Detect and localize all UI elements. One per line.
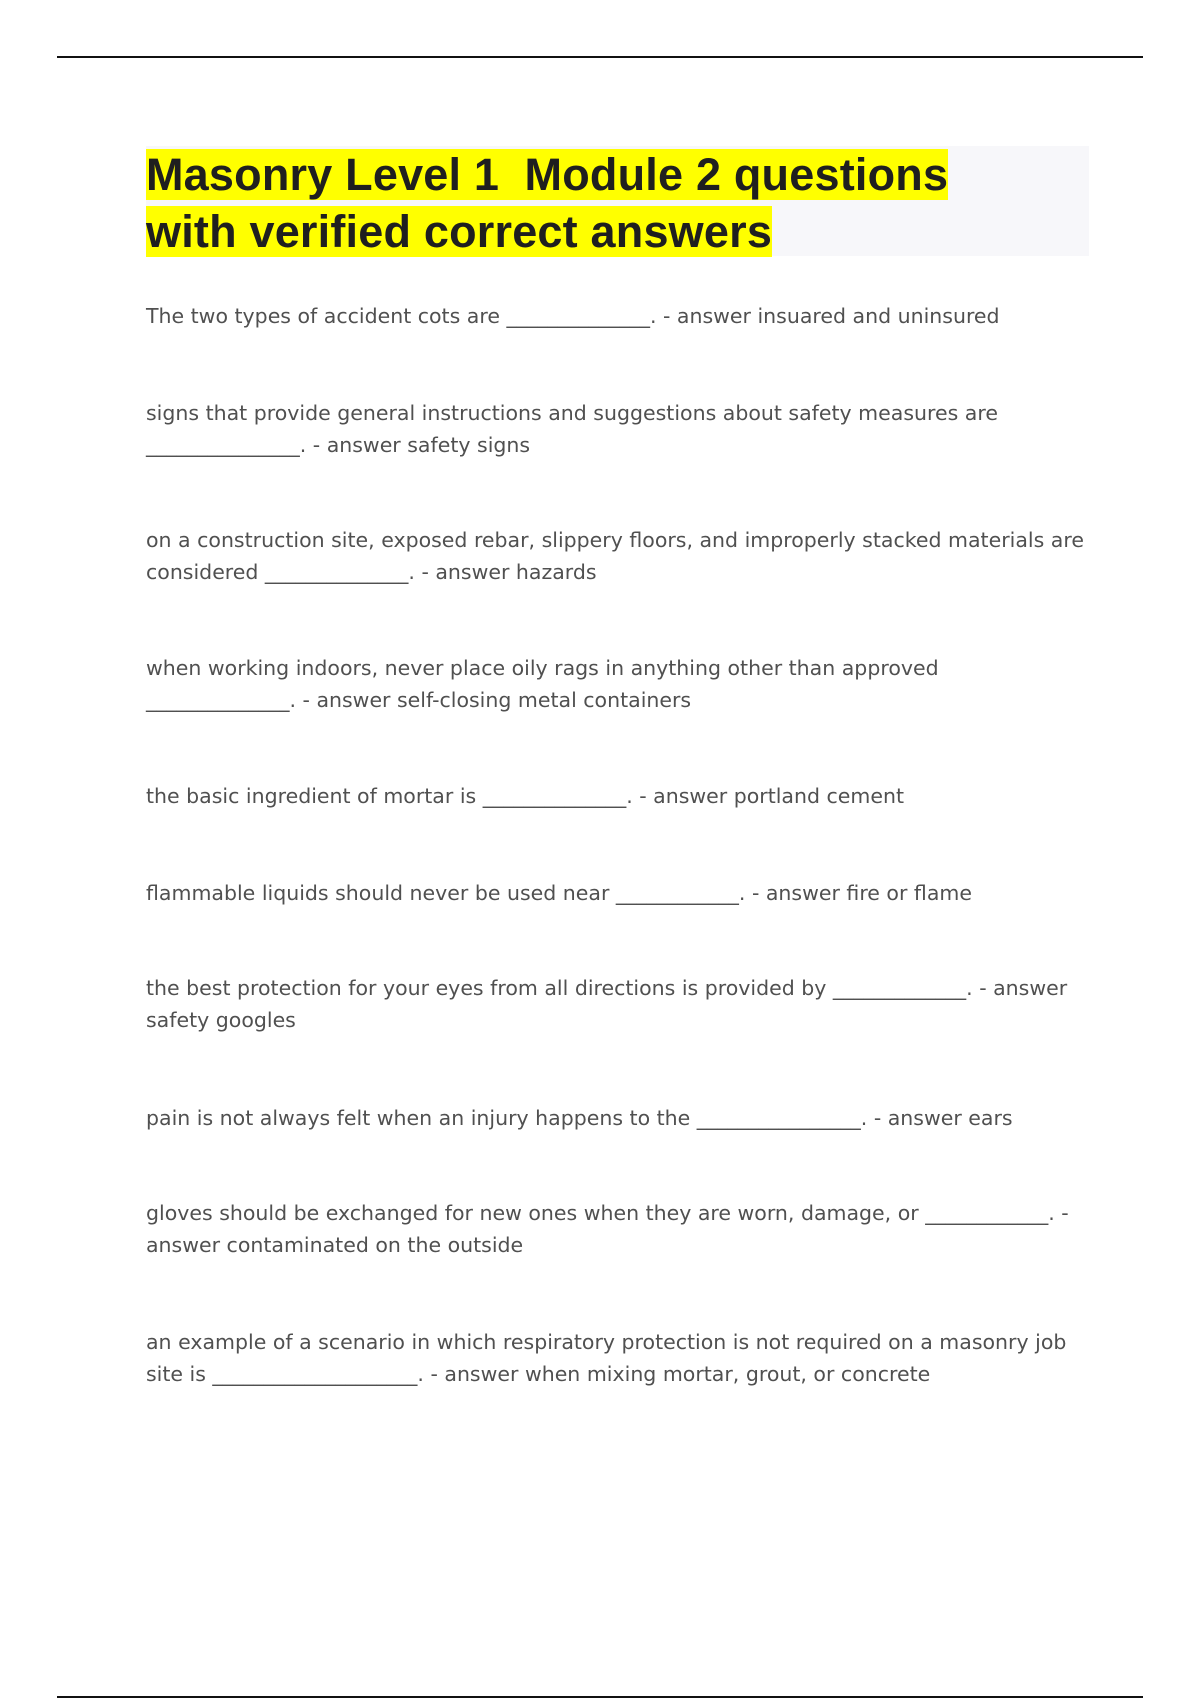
page-title	[146, 146, 1089, 260]
question-item-5: the basic ingredient of mortar is ______________. - answer portland cement	[146, 784, 905, 808]
question-item-7: the best protection for your eyes from all directions is provided by _____________. - answer safety googles	[146, 976, 1068, 1032]
header-rule	[57, 56, 1143, 58]
question-item-2: signs that provide general instructions and suggestions about safety measures are _______________. - answer safety signs	[146, 401, 998, 457]
question-item-9: gloves should be exchanged for new ones when they are worn, damage, or ____________. - answer contaminated on the outside	[146, 1201, 1069, 1257]
title-line-1: Masonry Level 1 Module 2 questions	[146, 149, 949, 200]
question-item-4: when working indoors, never place oily rags in anything other than approved ______________. - answer self-closing metal containers	[146, 656, 939, 712]
question-item-8: pain is not always felt when an injury happens to the ________________. - answer ears	[146, 1106, 1013, 1130]
title-block	[146, 146, 1089, 256]
question-item-10: an example of a scenario in which respiratory protection is not required on a masonry job site is ____________________. - answer when mixing mortar, grout, or concrete	[146, 1330, 1067, 1386]
question-item-3: on a construction site, exposed rebar, slippery floors, and improperly stacked materials are considered ______________. - answer hazards	[146, 528, 1084, 584]
title-line-2: with verified correct answers	[146, 206, 773, 257]
question-item-6: flammable liquids should never be used near ____________. - answer fire or flame	[146, 881, 972, 905]
footer-rule	[57, 1696, 1143, 1698]
question-item-1: The two types of accident cots are ______________. - answer insuared and uninsured	[146, 304, 1000, 328]
